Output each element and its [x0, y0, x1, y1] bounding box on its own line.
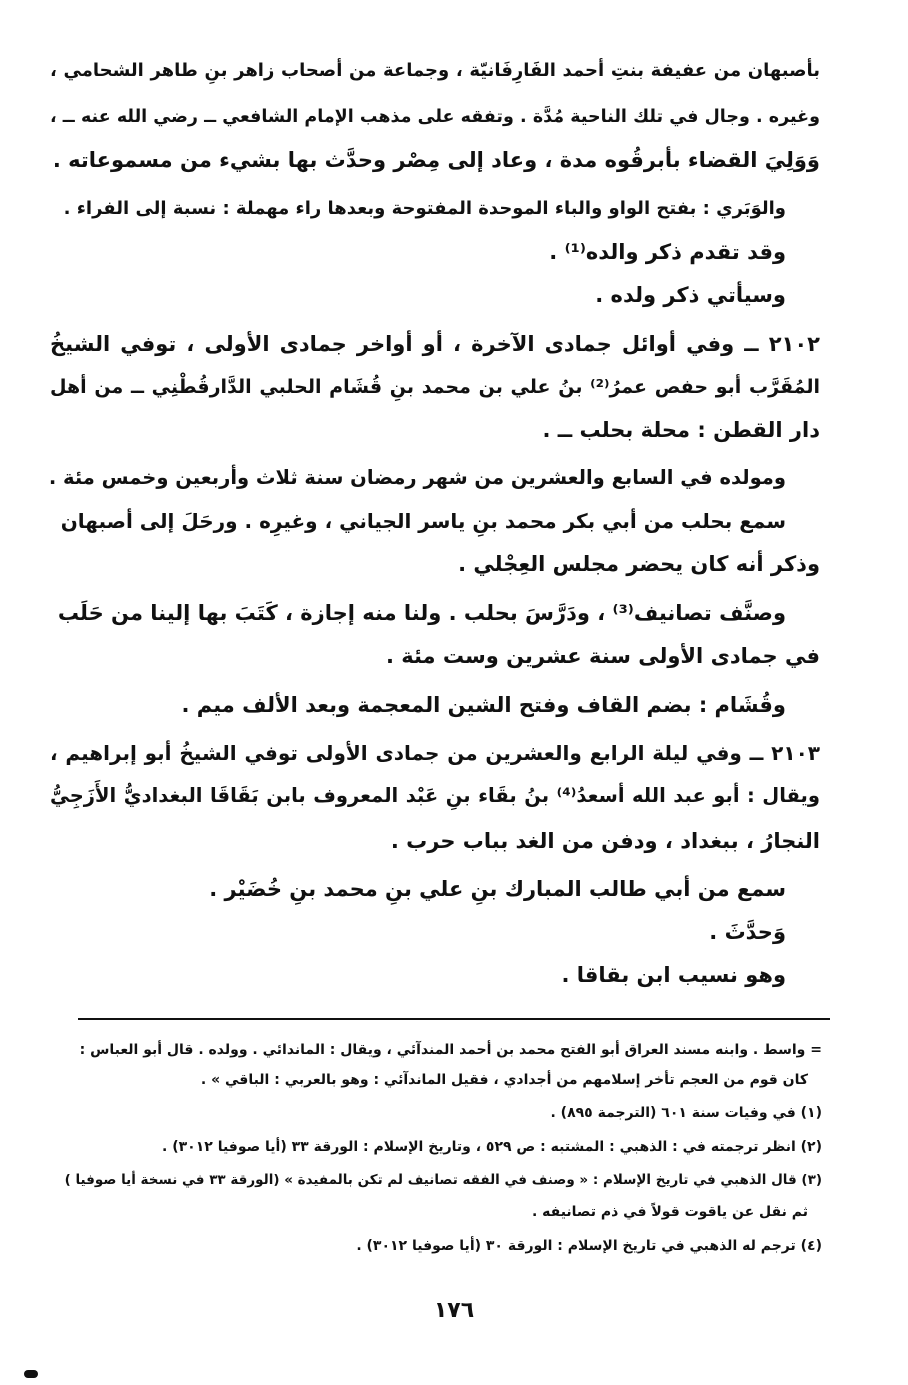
- entry-heading-2102: ٢١٠٢ ــ وفي أوائل جمادى الآخرة ، أو أواخر جمادى الأولى ، توفي الشيخُ: [50, 332, 820, 356]
- body-line: النجارُ ، ببغداد ، ودفن من الغد بباب حرب .: [390, 829, 820, 853]
- footnote-4: (٤) ترجم له الذهبي في تاريخ الإسلام : الورقة ٣٠ (أيا صوفيا ٣٠١٢) .: [356, 1238, 822, 1254]
- footnote-divider: [78, 1018, 830, 1020]
- body-line: وسيأتي ذكر ولده .: [595, 283, 786, 307]
- body-line: وصنَّف تصانيف⁽³⁾ ، ودَرَّسَ بحلب . ولنا منه إجازة ، كَتَبَ بها إلينا من حَلَب: [57, 601, 786, 625]
- body-line: وَحدَّثَ .: [709, 920, 786, 944]
- scan-mark: [24, 1370, 38, 1378]
- footnote-3: (٣) قال الذهبي في تاريخ الإسلام : « وصنف في الفقه تصانيف لم تكن بالمفيدة » (الورقة ٣٣ في نسخة أيا صوفيا ): [64, 1172, 822, 1188]
- body-line: بأصبهان من عفيفة بنتِ أحمد الفَارِفَانيّة ، وجماعة من أصحاب زاهر بنِ طاهر الشحامي ،: [50, 60, 820, 81]
- footnote-line: ثم نقل عن ياقوت قولاً في ذم تصانيفه .: [531, 1204, 808, 1220]
- body-line: سمع بحلب من أبي بكر محمد بنِ ياسر الجياني ، وغيرِه . ورحَلَ إلى أصبهان: [60, 509, 786, 533]
- body-line: دار القطن : محلة بحلب ــ .: [542, 418, 820, 442]
- body-line: ومولده في السابع والعشرين من شهر رمضان سنة ثلاث وأربعين وخمس مئة .: [48, 466, 786, 489]
- body-line: وقُشَام : بضم القاف وفتح الشين المعجمة وبعد الألف ميم .: [181, 693, 786, 717]
- body-line: وذكر أنه كان يحضر مجلس العِجْلي .: [458, 552, 820, 576]
- body-line: وهو نسيب ابن بقاقا .: [561, 963, 786, 987]
- body-line: في جمادى الأولى سنة عشرين وست مئة .: [385, 644, 820, 668]
- body-line: والوَبَري : بفتح الواو والباء الموحدة المفتوحة وبعدها راء مهملة : نسبة إلى الفراء .: [63, 198, 786, 219]
- body-line: ويقال : أبو عبد الله أسعدُ⁽⁴⁾ بنُ بقَاء بنِ عَبْد المعروف بابن بَقَاقَا البغداديُّ الأَزَجِيُّ: [50, 784, 821, 807]
- body-line: سمع من أبي طالب المبارك بنِ علي بنِ محمد بنِ خُضَيْر .: [209, 877, 786, 901]
- footnote-line: كان قوم من العجم تأخر إسلامهم من أجدادي ، فقيل الماندآئي : وهو بالعربي : الباقي » .: [200, 1072, 808, 1088]
- body-line: وقد تقدم ذكر والده⁽¹⁾ .: [549, 240, 786, 264]
- footnote-2: (٢) انظر ترجمته في : الذهبي : المشتبه : ص ٥٢٩ ، وتاريخ الإسلام : الورقة ٣٣ (أيا صوفيا ٣٠١٢) .: [162, 1139, 822, 1155]
- page-number: ١٧٦: [433, 1298, 475, 1323]
- footnote-1: (١) في وفيات سنة ٦٠١ (الترجمة ٨٩٥) .: [550, 1105, 822, 1121]
- body-line: وغيره . وجال في تلك الناحية مُدَّة . وتفقه على مذهب الإمام الشافعي ــ رضي الله عنه ــ ،: [50, 107, 820, 127]
- body-line: وَوَلِيَ القضاء بأبرقُوه مدة ، وعاد إلى مِصْر وحدَّث بها بشيء من مسموعاته .: [52, 148, 820, 172]
- footnote-line: = واسط . وابنه مسند العراق أبو الفتح محمد بن أحمد المندآئي ، ويقال : الماندائي . وولده . قال أبو العباس :: [79, 1042, 822, 1058]
- entry-heading-2103: ٢١٠٣ ــ وفي ليلة الرابع والعشرين من جمادى الأولى توفي الشيخُ أبو إبراهيم ،: [50, 741, 820, 765]
- body-line: المُقَرَّب أبو حفص عمرُ⁽²⁾ بنُ علي بن محمد بنِ قُشَام الحلبي الدَّارقُطْنِي ــ من أهل: [50, 376, 820, 398]
